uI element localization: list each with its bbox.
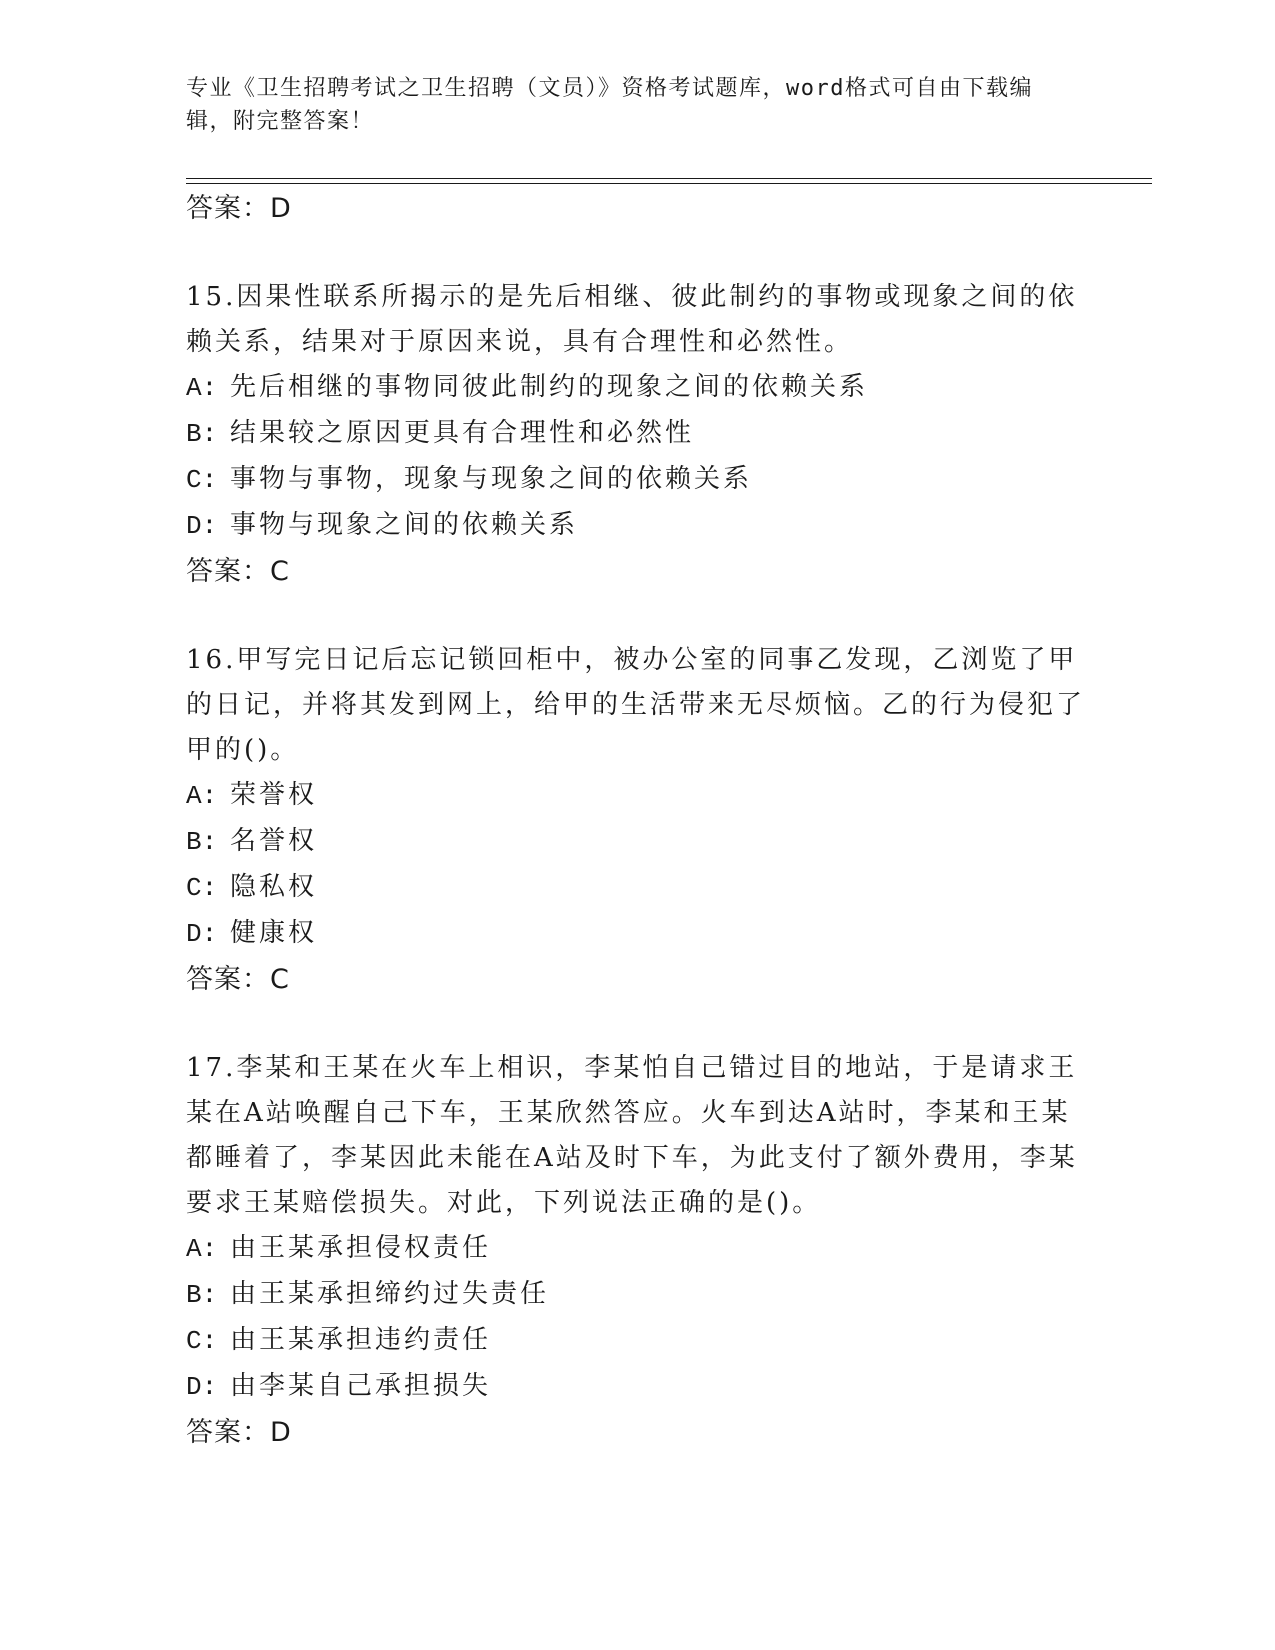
question-stem: 16.甲写完日记后忘记锁回柜中，被办公室的同事乙发现，乙浏览了甲的日记，并将其发到网上，给甲的生活带来无尽烦恼。乙的行为侵犯了甲的()。 — [186, 645, 1086, 765]
option-letter: B: — [186, 419, 218, 449]
option-text: 由王某承担侵权责任 — [230, 1233, 492, 1263]
question-15 — [186, 275, 1086, 595]
option-b — [186, 1272, 1086, 1318]
option-text: 事物与现象之间的依赖关系 — [230, 510, 579, 540]
option-text: 结果较之原因更具有合理性和必然性 — [230, 418, 695, 448]
option-c — [186, 865, 1086, 911]
question-stem: 17.李某和王某在火车上相识，李某怕自己错过目的地站，于是请求王某在A站唤醒自己下车，王某欣然答应。火车到达A站时，李某和王某都睡着了，李某因此未能在A站及时下车，为此支付了额外费用，李某要求王某赔偿损失。对此，下列说法正确的是()。 — [186, 1053, 1078, 1218]
option-a — [186, 773, 1086, 819]
option-letter: D: — [186, 1372, 218, 1402]
content-area — [186, 186, 1086, 1456]
option-a — [186, 1226, 1086, 1272]
page-header: 专业《卫生招聘考试之卫生招聘（文员）》资格考试题库，word格式可自由下载编辑，附完整答案！ — [186, 76, 1033, 134]
option-letter: A: — [186, 1234, 218, 1264]
option-letter: A: — [186, 373, 218, 403]
option-text: 事物与事物，现象与现象之间的依赖关系 — [230, 464, 753, 494]
header-rule-top — [186, 178, 1152, 179]
option-letter: B: — [186, 827, 218, 857]
question-17 — [186, 1046, 1086, 1456]
option-letter: D: — [186, 511, 218, 541]
option-d — [186, 1364, 1086, 1410]
option-letter: B: — [186, 1280, 218, 1310]
option-text: 由李某自己承担损失 — [230, 1371, 492, 1401]
option-d — [186, 503, 1086, 549]
previous-answer: 答案：D — [186, 193, 292, 224]
question-answer: 答案：C — [186, 556, 290, 587]
option-letter: C: — [186, 465, 218, 495]
option-letter: C: — [186, 1326, 218, 1356]
question-answer: 答案：D — [186, 1417, 292, 1448]
option-text: 隐私权 — [230, 872, 318, 902]
option-b — [186, 411, 1086, 457]
header-rule-bottom — [186, 183, 1152, 184]
question-16 — [186, 638, 1086, 1003]
option-letter: C: — [186, 873, 218, 903]
option-a — [186, 365, 1086, 411]
option-text: 健康权 — [230, 918, 318, 948]
question-stem: 15.因果性联系所揭示的是先后相继、彼此制约的事物或现象之间的依赖关系，结果对于原因来说，具有合理性和必然性。 — [186, 282, 1078, 357]
question-answer: 答案：C — [186, 964, 290, 995]
option-c — [186, 457, 1086, 503]
option-b — [186, 819, 1086, 865]
option-text: 先后相继的事物同彼此制约的现象之间的依赖关系 — [230, 372, 869, 402]
option-text: 荣誉权 — [230, 780, 318, 810]
option-text: 由王某承担违约责任 — [230, 1325, 492, 1355]
option-text: 由王某承担缔约过失责任 — [230, 1279, 550, 1309]
option-text: 名誉权 — [230, 826, 318, 856]
option-letter: A: — [186, 781, 218, 811]
option-letter: D: — [186, 919, 218, 949]
option-c — [186, 1318, 1086, 1364]
option-d — [186, 911, 1086, 957]
